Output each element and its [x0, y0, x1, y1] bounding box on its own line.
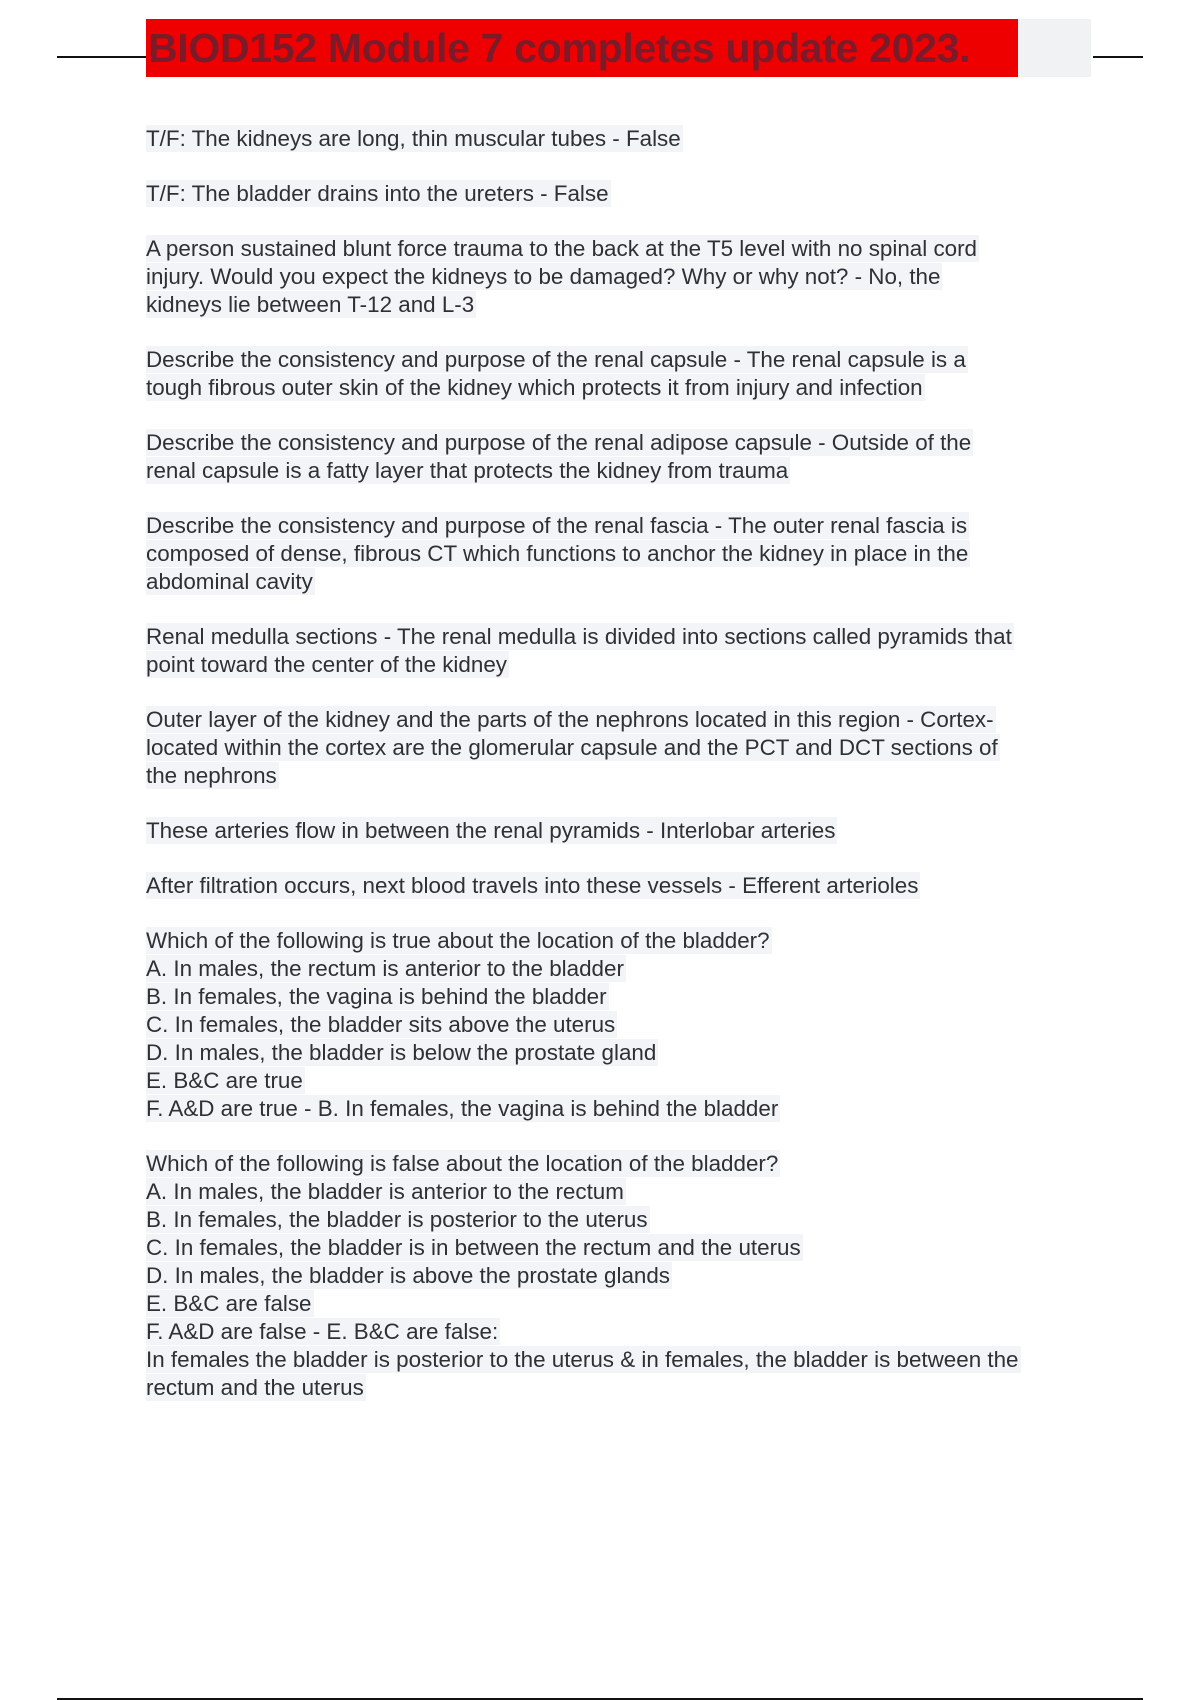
answer-option: E. B&C are true [146, 1068, 303, 1093]
question-block [146, 346, 1106, 402]
question-line: A person sustained blunt force trauma to the back at the T5 level with no spinal cord [146, 236, 978, 261]
answer-option: B. In females, the vagina is behind the bladder [146, 984, 607, 1009]
question-line: These arteries flow in between the renal pyramids - Interlobar arteries [146, 818, 836, 843]
question-line: Which of the following is false about the location of the bladder? [146, 1151, 779, 1176]
answer-option: F. A&D are false - E. B&C are false: [146, 1319, 499, 1344]
answer-option: A. In males, the rectum is anterior to the bladder [146, 956, 624, 981]
document-title: BIOD152 Module 7 completes update 2023. [148, 25, 971, 71]
answer-option: F. A&D are true - B. In females, the vagina is behind the bladder [146, 1096, 779, 1121]
question-line: injury. Would you expect the kidneys to be damaged? Why or why not? - No, the [146, 264, 941, 289]
question-line: T/F: The bladder drains into the ureters - False [146, 181, 609, 206]
question-block [146, 429, 1106, 485]
answer-option: A. In males, the bladder is anterior to the rectum [146, 1179, 624, 1204]
question-line: abdominal cavity [146, 569, 313, 594]
question-block [146, 817, 1106, 845]
question-line: the nephrons [146, 763, 277, 788]
title-band [1018, 19, 1091, 77]
question-line: point toward the center of the kidney [146, 652, 507, 677]
question-line: tough fibrous outer skin of the kidney which protects it from injury and infection [146, 375, 923, 400]
question-list [146, 125, 1106, 1429]
question-block [146, 125, 1106, 153]
question-block [146, 872, 1106, 900]
question-block [146, 235, 1106, 319]
question-line: Describe the consistency and purpose of the renal capsule - The renal capsule is a [146, 347, 966, 372]
question-line: located within the cortex are the glomerular capsule and the PCT and DCT sections of [146, 735, 998, 760]
question-line: Outer layer of the kidney and the parts of the nephrons located in this region - Cortex- [146, 707, 994, 732]
question-line: kidneys lie between T-12 and L-3 [146, 292, 475, 317]
question-block [146, 706, 1106, 790]
question-block [146, 927, 1106, 1123]
question-block [146, 1150, 1106, 1402]
answer-option: E. B&C are false [146, 1291, 312, 1316]
question-block [146, 180, 1106, 208]
answer-option: B. In females, the bladder is posterior to the uterus [146, 1207, 648, 1232]
header-rule-left [57, 56, 147, 58]
answer-explanation: rectum and the uterus [146, 1375, 364, 1400]
answer-option: C. In females, the bladder sits above the uterus [146, 1012, 616, 1037]
answer-explanation: In females the bladder is posterior to the uterus & in females, the bladder is between the [146, 1347, 1019, 1372]
answer-option: C. In females, the bladder is in between the rectum and the uterus [146, 1235, 801, 1260]
question-line: Which of the following is true about the location of the bladder? [146, 928, 770, 953]
question-line: Describe the consistency and purpose of the renal adipose capsule - Outside of the [146, 430, 972, 455]
header-rule-right [1093, 56, 1143, 58]
question-line: T/F: The kidneys are long, thin muscular tubes - False [146, 126, 681, 151]
question-line: After filtration occurs, next blood travels into these vessels - Efferent arterioles [146, 873, 919, 898]
answer-option: D. In males, the bladder is below the prostate gland [146, 1040, 657, 1065]
question-block [146, 512, 1106, 596]
title-banner [146, 19, 1018, 77]
question-line: renal capsule is a fatty layer that protects the kidney from trauma [146, 458, 789, 483]
question-line: Renal medulla sections - The renal medulla is divided into sections called pyramids that [146, 624, 1012, 649]
answer-option: D. In males, the bladder is above the prostate glands [146, 1263, 671, 1288]
question-block [146, 623, 1106, 679]
question-line: composed of dense, fibrous CT which functions to anchor the kidney in place in the [146, 541, 969, 566]
question-line: Describe the consistency and purpose of the renal fascia - The outer renal fascia is [146, 513, 968, 538]
